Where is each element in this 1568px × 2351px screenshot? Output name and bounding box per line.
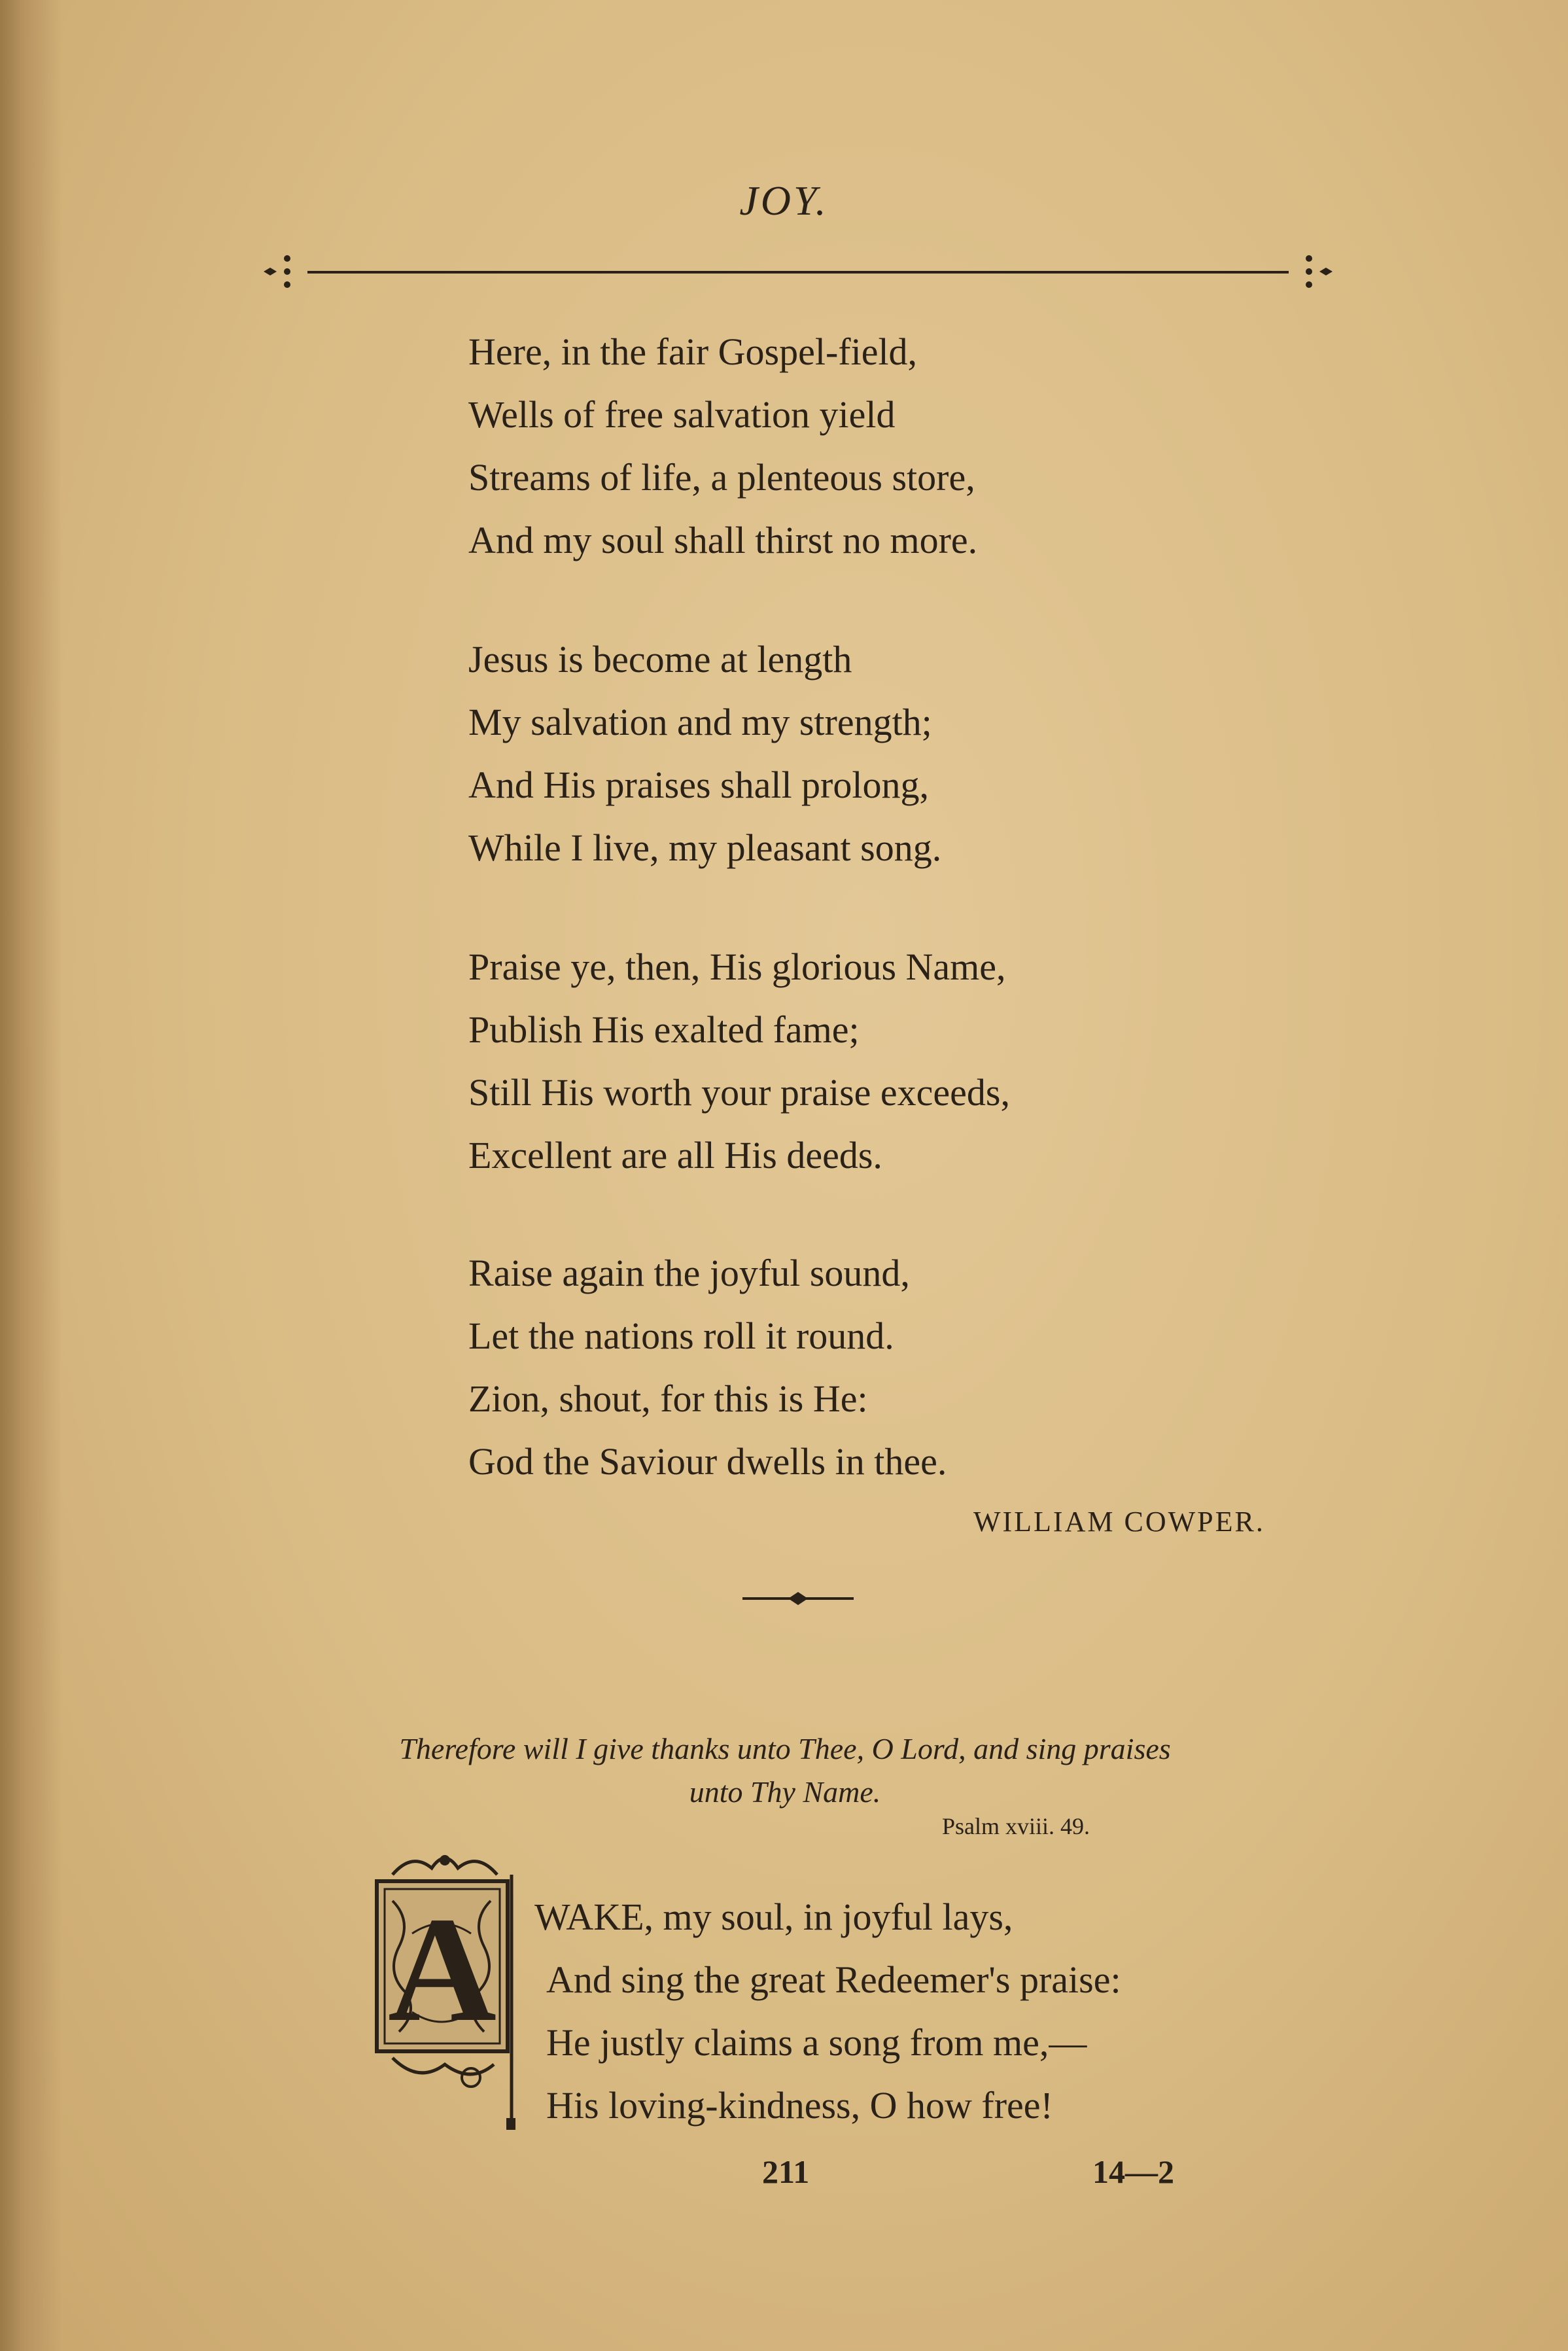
- stanza-2: [468, 628, 941, 879]
- poem-line: Excellent are all His deeds.: [468, 1134, 882, 1176]
- hymn-stanza: [534, 1886, 1121, 2137]
- rule-ornament-right-icon: [1292, 252, 1338, 291]
- rule-line: [307, 271, 1289, 274]
- poem-line: Let the nations roll it round.: [468, 1315, 894, 1357]
- poem-line: Raise again the joyful sound,: [468, 1252, 910, 1294]
- epigraph: [249, 1727, 1321, 1814]
- stanza-1: [468, 321, 977, 572]
- poem-author: WILLIAM COWPER.: [973, 1506, 1265, 1538]
- page-number: 211: [762, 2153, 810, 2190]
- rule-ornament-left-icon: [258, 252, 304, 291]
- hymn-line: He justly claims a song from me,—: [546, 2021, 1087, 2064]
- running-title: JOY.: [739, 177, 829, 224]
- poem-line: My salvation and my strength;: [468, 701, 932, 743]
- hymn-line: And sing the great Redeemer's praise:: [546, 1958, 1121, 2001]
- signature-mark: 14—2: [1092, 2153, 1174, 2190]
- poem-line: Still His worth your praise exceeds,: [468, 1071, 1010, 1114]
- poem-line: God the Saviour dwells in thee.: [468, 1440, 947, 1483]
- hymn-line: WAKE, my soul, in joyful lays,: [534, 1896, 1013, 1938]
- poem-line: Wells of free salvation yield: [468, 393, 896, 436]
- section-divider-icon: [742, 1589, 854, 1608]
- epigraph-line: Therefore will I give thanks unto Thee, O Lord, and sing praises: [399, 1732, 1171, 1765]
- poem-line: Streams of life, a plenteous store,: [468, 456, 975, 499]
- stanza-3: [468, 936, 1010, 1187]
- epigraph-line: unto Thy Name.: [689, 1775, 881, 1809]
- poem-line: Zion, shout, for this is He:: [468, 1377, 868, 1420]
- poem-line: And my soul shall thirst no more.: [468, 519, 978, 561]
- header-rule: [258, 252, 1338, 291]
- poem-line: Publish His exalted fame;: [468, 1008, 860, 1051]
- poem-line: Praise ye, then, His glorious Name,: [468, 946, 1006, 988]
- poem-line: Here, in the fair Gospel-field,: [468, 330, 918, 373]
- hymn-line: His loving-kindness, O how free!: [546, 2084, 1053, 2127]
- stanza-4: [468, 1242, 947, 1493]
- poem-line: While I live, my pleasant song.: [468, 826, 942, 869]
- epigraph-reference: Psalm xviii. 49.: [942, 1813, 1090, 1839]
- page-spine-shadow: [0, 0, 62, 2351]
- poem-line: And His praises shall prolong,: [468, 764, 929, 806]
- ornamental-drop-cap: [373, 1848, 517, 2131]
- poem-line: Jesus is become at length: [468, 638, 852, 681]
- drop-cap-letter: A: [387, 1886, 497, 2053]
